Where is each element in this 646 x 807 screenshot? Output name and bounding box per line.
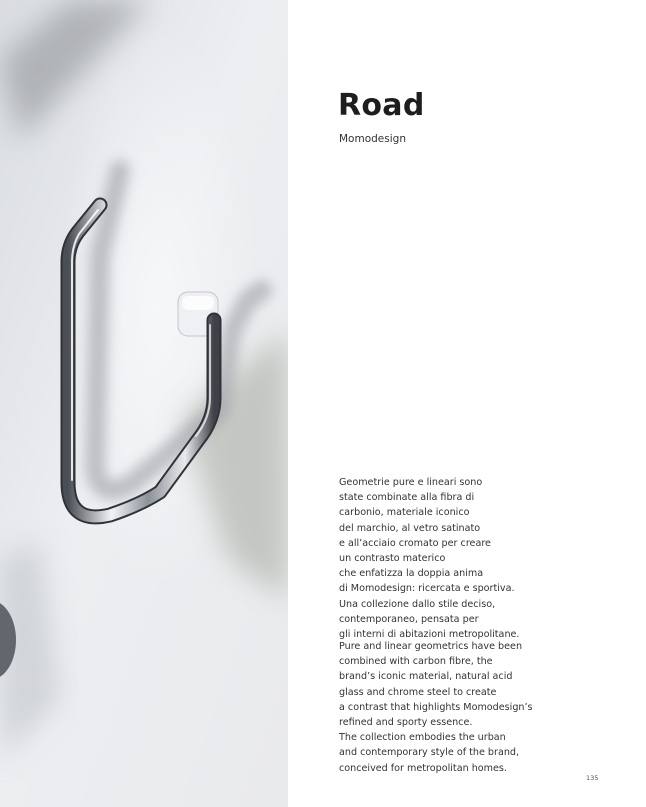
brand-name: Momodesign bbox=[339, 133, 406, 145]
product-title: Road bbox=[338, 88, 425, 123]
description-italian: Geometrie pure e lineari sono state combinate alla fibra di carbonio, materiale iconico del marchio, al vetro satinato e all’acciaio cromato per creare un contrasto materico che enfatizza la doppia anima di Momodesign: ricercata e sportiva. Una collezione dallo stile deciso, contemporaneo, pensata per gli interni di abitazioni metropolitane. bbox=[339, 477, 520, 641]
page-number: 135 bbox=[586, 774, 599, 782]
text-column bbox=[288, 0, 646, 807]
description-english: Pure and linear geometrics have been combined with carbon fibre, the brand’s iconic material, natural acid glass and chrome steel to create a contrast that highlights Momodesign’s refined and sporty essence. The collection embodies the urban and contemporary style of the brand, conceived for metropolitan homes. bbox=[339, 641, 533, 774]
product-photo bbox=[0, 0, 288, 807]
